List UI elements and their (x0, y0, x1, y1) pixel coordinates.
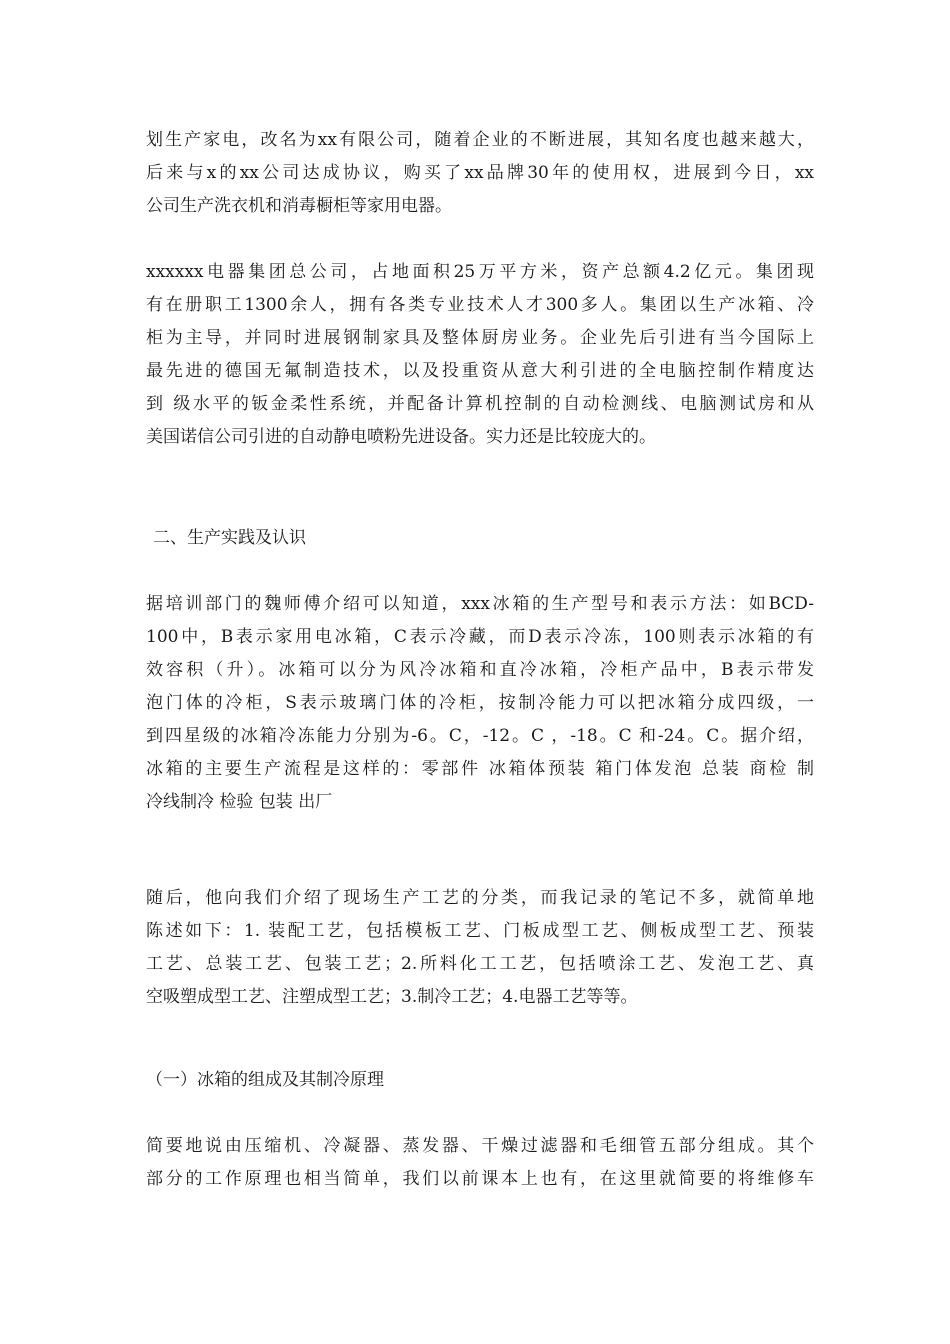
paragraph-fridge-components (146, 1130, 814, 1196)
text-line: 随后，他向我们介绍了现场生产工艺的分类，而我记录的笔记不多，就简单地 (146, 888, 814, 908)
text-line: 到四星级的冰箱冷冻能力分别为-6。C，-12。C ，-18。C 和-24。C。据介绍， (146, 726, 814, 746)
text-line: 有在册职工1300余人，拥有各类专业技术人才300多人。集团以生产冰箱、冷 (146, 295, 814, 315)
text-line: 陈述如下：1. 装配工艺，包括模板工艺、门板成型工艺、侧板成型工艺、预装 (146, 921, 814, 941)
text-line: 柜为主导，并同时进展钢制家具及整体厨房业务。企业先后引进有当今国际上 (146, 328, 814, 348)
paragraph-process-categories (146, 882, 814, 1014)
text-line: 最先进的德国无氟制造技术，以及投重资从意大利引进的全电脑控制作精度达 (146, 361, 814, 381)
text-line: 到 级水平的钣金柔性系统，并配备计算机控制的自动检测线、电脑测试房和从 (146, 394, 814, 414)
paragraph-model-naming (146, 588, 814, 819)
text-line: 据培训部门的魏师傅介绍可以知道，xxx冰箱的生产型号和表示方法：如BCD- (146, 594, 814, 614)
text-line: 后来与x的xx公司达成协议，购买了xx品牌30年的使用权，进展到今日，xx (146, 163, 814, 183)
text-line: 冰箱的主要生产流程是这样的：零部件 冰箱体预装 箱门体发泡 总装 商检 制 (146, 759, 814, 779)
text-line: 100中，B表示家用电冰箱，C表示冷藏，而D表示冷冻，100则表示冰箱的有 (146, 627, 814, 647)
paragraph-group-overview (146, 256, 814, 454)
text-line: 冷线制冷 检验 包装 出厂 (146, 792, 333, 812)
text-line: 简要地说由压缩机、冷凝器、蒸发器、干燥过滤器和毛细管五部分组成。其个 (146, 1136, 814, 1156)
text-line: 部分的工作原理也相当简单，我们以前课本上也有，在这里就简要的将维修车 (146, 1169, 814, 1189)
paragraph-company-history (146, 124, 814, 223)
text-line: 空吸塑成型工艺、注塑成型工艺；3.制冷工艺；4.电器工艺等等。 (146, 987, 638, 1007)
subsection-heading: （一）冰箱的组成及其制冷原理 (146, 1070, 384, 1090)
text-line: 公司生产洗衣机和消毒橱柜等家用电器。 (146, 196, 452, 216)
section-heading: 二、生产实践及认识 (153, 528, 306, 548)
text-line: 划生产家电，改名为xx有限公司，随着企业的不断进展，其知名度也越来越大， (146, 130, 814, 150)
text-line: xxxxxx电器集团总公司，占地面积25万平方米，资产总额4.2亿元。集团现 (146, 262, 814, 282)
text-line: 泡门体的冷柜，S表示玻璃门体的冷柜，按制冷能力可以把冰箱分成四级，一 (146, 693, 814, 713)
text-line: 效容积（升）。冰箱可以分为风冷冰箱和直冷冰箱，冷柜产品中，B表示带发 (146, 660, 814, 680)
text-line: 工艺、总装工艺、包装工艺；2.所料化工工艺，包括喷涂工艺、发泡工艺、真 (146, 954, 814, 974)
text-line: 美国诺信公司引进的自动静电喷粉先进设备。实力还是比较庞大的。 (146, 427, 656, 447)
